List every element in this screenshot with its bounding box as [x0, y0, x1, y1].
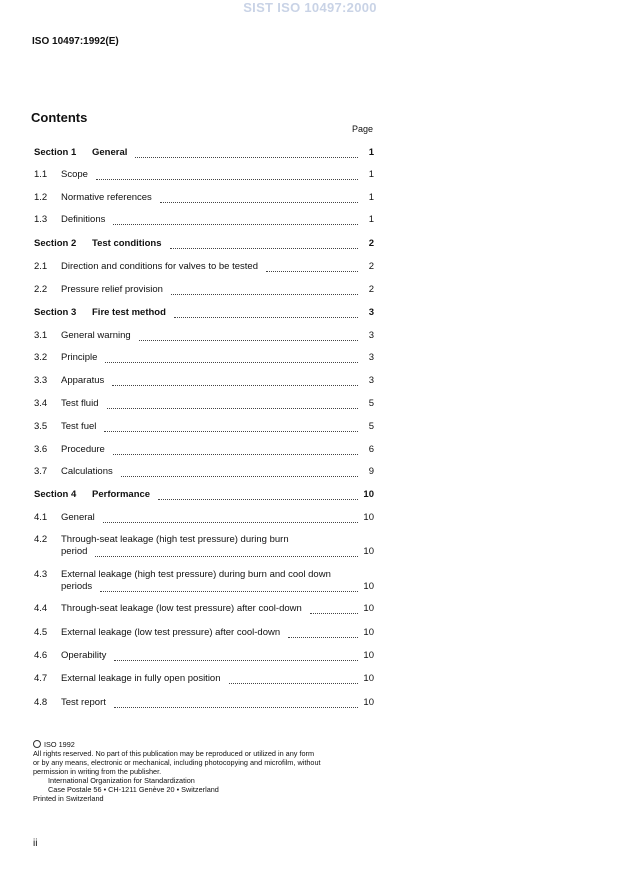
toc-leader-dots	[229, 675, 358, 684]
toc-title: Test fluid	[61, 398, 99, 409]
toc-title: Test conditions	[92, 238, 162, 249]
toc-page-number: 2	[368, 284, 374, 295]
organization-name: International Organization for Standardization	[48, 776, 195, 785]
toc-page-number: 1	[368, 192, 374, 203]
toc-page-number: 5	[368, 421, 374, 432]
toc-page-number: 10	[363, 697, 374, 708]
toc-leader-dots	[174, 309, 358, 318]
toc-title: General warning	[61, 330, 131, 341]
toc-title: Definitions	[61, 214, 106, 225]
toc-title: Scope	[61, 169, 88, 180]
toc-leader-dots	[160, 194, 358, 203]
toc-title: General	[61, 512, 95, 523]
toc-title: Apparatus	[61, 375, 105, 386]
toc-title: Operability	[61, 650, 107, 661]
toc-leader-dots	[104, 423, 358, 432]
toc-title: Direction and conditions for valves to be tested	[61, 261, 258, 272]
toc-page-number: 10	[363, 489, 374, 500]
toc-number: 1.2	[34, 192, 48, 203]
toc-leader-dots	[113, 216, 358, 225]
standard-reference: ISO 10497:1992(E)	[32, 36, 119, 47]
toc-leader-dots	[139, 332, 358, 341]
toc-page-number: 10	[363, 603, 374, 614]
toc-page-number: 1	[368, 214, 374, 225]
toc-page-number: 10	[363, 581, 374, 592]
contents-title: Contents	[31, 110, 88, 125]
toc-title: Fire test method	[92, 307, 166, 318]
toc-page-number: 2	[368, 261, 374, 272]
toc-title-continuation: period	[61, 546, 88, 557]
toc-leader-dots	[113, 446, 358, 455]
toc-title-continuation: periods	[61, 581, 93, 592]
copyright-line: ISO 1992	[33, 740, 383, 749]
toc-page-number: 10	[363, 650, 374, 661]
toc-title: Principle	[61, 352, 98, 363]
toc-leader-dots	[170, 240, 358, 249]
toc-page-number: 5	[368, 398, 374, 409]
toc-number: 3.2	[34, 352, 48, 363]
toc-leader-dots	[171, 286, 358, 295]
rights-line: or by any means, electronic or mechanical, including photocopying and microfilm, without	[33, 758, 321, 767]
toc-page-number: 10	[363, 673, 374, 684]
toc-number: 4.1	[34, 512, 48, 523]
toc-title: Normative references	[61, 192, 152, 203]
toc-leader-dots	[288, 629, 358, 638]
watermark: SIST ISO 10497:2000	[243, 0, 377, 15]
toc-title: Calculations	[61, 466, 113, 477]
toc-leader-dots	[114, 699, 358, 708]
rights-line: permission in writing from the publisher.	[33, 767, 162, 776]
toc-number: 3.6	[34, 444, 48, 455]
toc-number: Section 1	[34, 147, 77, 158]
toc-page-number: 1	[368, 147, 374, 158]
toc-number: 3.5	[34, 421, 48, 432]
toc-leader-dots	[96, 171, 358, 180]
toc-title: General	[92, 147, 128, 158]
toc-number: 4.8	[34, 697, 48, 708]
toc-number: 4.4	[34, 603, 48, 614]
toc-leader-dots	[107, 400, 358, 409]
toc-title: Procedure	[61, 444, 105, 455]
toc-number: 4.5	[34, 627, 48, 638]
toc-title: Pressure relief provision	[61, 284, 163, 295]
toc-page-number: 3	[368, 352, 374, 363]
toc-number: 3.3	[34, 375, 48, 386]
toc-title: External leakage (low test pressure) after cool-down	[61, 627, 281, 638]
toc-leader-dots	[95, 548, 358, 557]
toc-page-number: 1	[368, 169, 374, 180]
toc-number: 3.1	[34, 330, 48, 341]
page-column-label: Page	[352, 124, 374, 134]
toc-number: 4.3	[34, 569, 48, 580]
toc-number: 4.2	[34, 534, 48, 545]
toc-title: Test fuel	[61, 421, 97, 432]
toc-leader-dots	[135, 149, 358, 158]
rights-line: All rights reserved. No part of this publication may be reproduced or utilized in any form	[33, 749, 315, 758]
toc-number: Section 2	[34, 238, 77, 249]
toc-page-number: 9	[368, 466, 374, 477]
toc-number: 2.2	[34, 284, 48, 295]
toc-leader-dots	[105, 354, 358, 363]
toc-page-number: 2	[368, 238, 374, 249]
toc-leader-dots	[112, 377, 358, 386]
toc-page-number: 10	[363, 546, 374, 557]
toc-number: 4.7	[34, 673, 48, 684]
toc-leader-dots	[310, 605, 358, 614]
toc-title: External leakage (high test pressure) during burn and cool down	[61, 569, 331, 580]
toc-number: 4.6	[34, 650, 48, 661]
toc-title: Through-seat leakage (high test pressure) during burn	[61, 534, 289, 545]
toc-leader-dots	[266, 263, 358, 272]
toc-leader-dots	[121, 468, 358, 477]
toc-number: 3.7	[34, 466, 48, 477]
page-folio: ii	[33, 838, 38, 849]
toc-page-number: 6	[368, 444, 374, 455]
copyright-icon	[33, 740, 41, 748]
toc-page-number: 3	[368, 375, 374, 386]
toc-number: Section 3	[34, 307, 77, 318]
toc-title: External leakage in fully open position	[61, 673, 221, 684]
toc-number: 1.1	[34, 169, 48, 180]
toc-number: 3.4	[34, 398, 48, 409]
legal-block	[33, 740, 383, 803]
toc-number: 2.1	[34, 261, 48, 272]
organization-address: Case Postale 56 • CH-1211 Genève 20 • Switzerland	[48, 785, 219, 794]
toc-page-number: 3	[368, 330, 374, 341]
toc-number: 1.3	[34, 214, 48, 225]
toc-page-number: 10	[363, 512, 374, 523]
toc-leader-dots	[100, 583, 358, 592]
toc-leader-dots	[103, 514, 358, 523]
printed-in: Printed in Switzerland	[33, 794, 104, 803]
toc-title: Through-seat leakage (low test pressure) after cool-down	[61, 603, 302, 614]
toc-title: Test report	[61, 697, 106, 708]
toc-number: Section 4	[34, 489, 77, 500]
toc-leader-dots	[114, 652, 358, 661]
toc-title: Performance	[92, 489, 151, 500]
toc-page-number: 3	[368, 307, 374, 318]
toc-leader-dots	[158, 491, 358, 500]
toc-page-number: 10	[363, 627, 374, 638]
